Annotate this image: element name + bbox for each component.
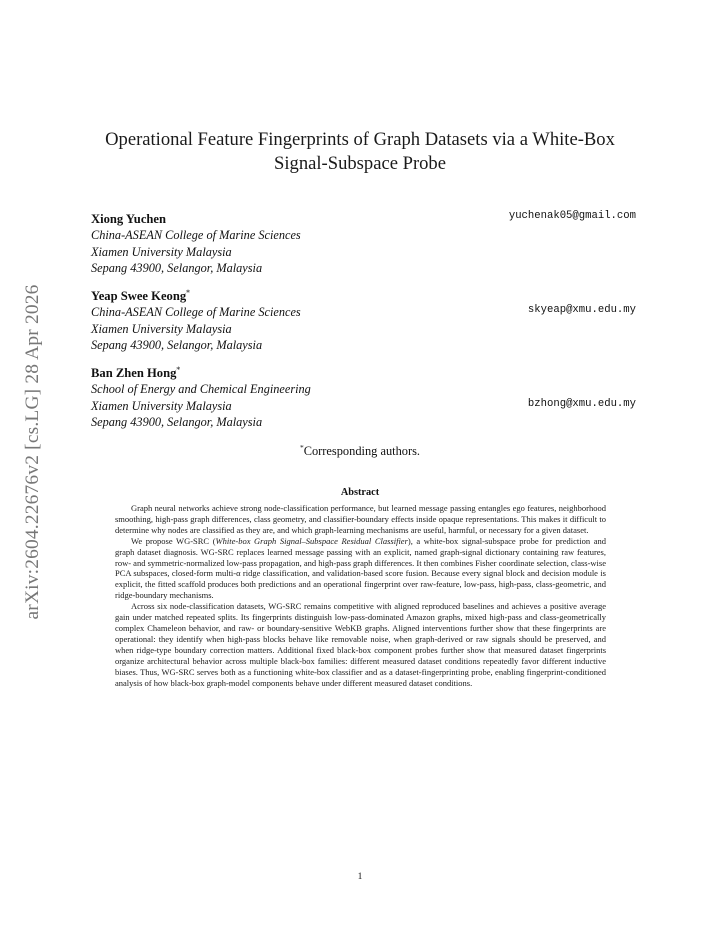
affiliation-line: China-ASEAN College of Marine Sciences	[91, 305, 301, 320]
affiliation-line: Sepang 43900, Selangor, Malaysia	[91, 338, 263, 353]
affiliation-line: Sepang 43900, Selangor, Malaysia	[91, 415, 263, 430]
corresponding-mark: *	[299, 443, 304, 452]
paper-title: Operational Feature Fingerprints of Graph Datasets via a White-Box Signal-Subspace Probe	[105, 129, 615, 174]
author-email[interactable]: skyeap@xmu.edu.my	[527, 304, 636, 316]
affiliation-line: Xiamen University Malaysia	[91, 244, 232, 259]
author-name: Xiong Yuchen	[91, 211, 167, 226]
abstract-paragraph-2: We propose WG-SRC (White-box Graph Signal–Subspace Residual Classifier), a white-box signal-subspace probe for prediction and graph dataset diagnosis. WG-SRC replaces learned message passing with an explicit, named graph-signal dictionary containing raw features, row- and symmetric-normalized low-pass propagation, and high-pass graph differences. It then combines Fisher coordinate selection, class-wise PCA subspaces, closed-form multi-α ridge classification, and validation-based score fusion. Because every signal block and decision module is explicit, the fitted scaffold produces both predictions and an operational fingerprint over raw-feature, low-pass, high-pass, class-geometric, and ridge-boundary mechanisms.	[115, 535, 607, 601]
arxiv-identifier-stamp: arXiv:2604.22676v2 [cs.LG] 28 Apr 2026	[22, 284, 43, 620]
author-block-2	[91, 285, 636, 354]
affiliation-line: Sepang 43900, Selangor, Malaysia	[91, 261, 263, 276]
affiliation-line: School of Energy and Chemical Engineering	[91, 382, 311, 397]
author-email[interactable]: yuchenak05@gmail.com	[508, 210, 636, 222]
corresponding-mark: *	[186, 288, 190, 297]
author-email[interactable]: bzhong@xmu.edu.my	[527, 398, 636, 410]
abstract-body	[115, 503, 606, 688]
corresponding-text: Corresponding authors.	[303, 444, 421, 459]
author-block-1	[91, 208, 636, 277]
method-expansion: White-box Graph Signal–Subspace Residual Classifier	[215, 535, 408, 546]
author-name: Yeap Swee Keong	[91, 288, 187, 303]
affiliation-line: Xiamen University Malaysia	[91, 321, 232, 336]
abstract-heading: Abstract	[340, 487, 380, 498]
affiliation-line: Xiamen University Malaysia	[91, 398, 232, 413]
author-name: Ban Zhen Hong	[91, 365, 177, 380]
page-number: 1	[357, 872, 363, 882]
corresponding-mark: *	[176, 365, 181, 374]
corresponding-authors-note	[80, 443, 640, 459]
affiliation-line: China-ASEAN College of Marine Sciences	[91, 228, 301, 243]
author-block-3	[91, 362, 636, 431]
abstract-paragraph-3: Across six node-classification datasets, WG-SRC remains competitive with aligned reproduced baselines and achieves a positive average gain under matched repeated splits. Its fingerprints distinguish low-pass-dominated Amazon graphs, mixed high-pass and class-geometrically complex Chameleon behavior, and raw- or boundary-sensitive WebKB graphs. Aligned interventions further show that these fingerprints are operational: they identify when high-pass blocks behave like removable noise, when graph-derived or raw signals should be preserved, and when ridge-type boundary correction matters. Additional fixed black-box component probes further show that measured dataset fingerprints organize architectural behavior across multiple black-box families: different measured dataset conditions repeatedly favor different inductive biases. Thus, WG-SRC serves both as a functioning white-box classifier and as a dataset-fingerprinting probe, enabling fingerprint-conditioned analysis of how black-box graph-model components behave under different measured dataset conditions.	[115, 601, 606, 688]
abstract-paragraph-1: Graph neural networks achieve strong node-classification performance, but learned message passing entangles ego features, neighborhood smoothing, high-pass graph differences, class geometry, and classifier-boundary effects inside opaque representations. This makes it difficult to determine why nodes are classified as they are, and which graph-learning mechanisms are useful, harmful, or necessary for a given dataset.	[115, 503, 606, 535]
